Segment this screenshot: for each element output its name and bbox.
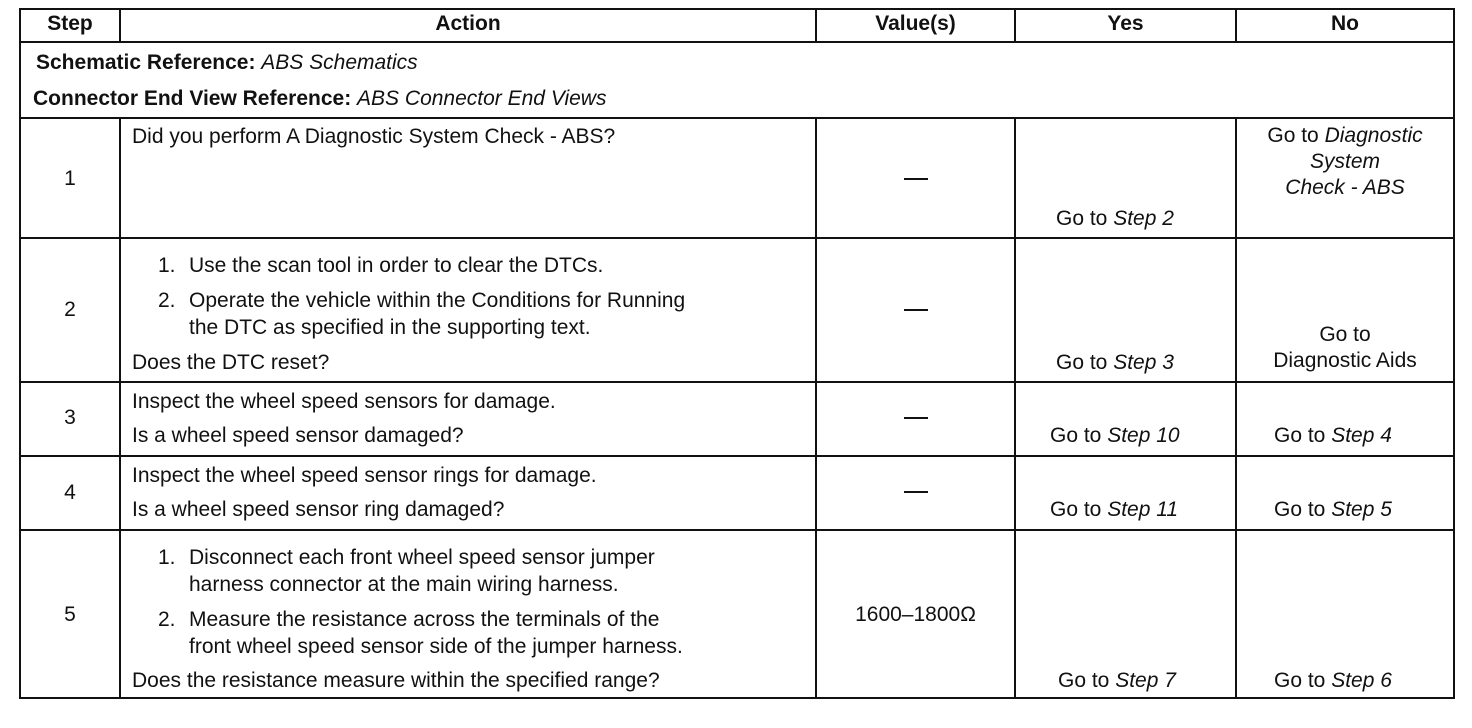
schematic-reference-link[interactable]: ABS Schematics: [261, 51, 418, 74]
action-question: Is a wheel speed sensor damaged?: [132, 424, 464, 447]
value-dash: [904, 491, 928, 493]
no-link[interactable]: Check - ABS: [1285, 176, 1405, 199]
yes-prefix: Go to: [1056, 351, 1108, 374]
no-prefix: Go to: [1319, 323, 1371, 346]
grid-line: [19, 117, 1455, 119]
value-dash: [904, 178, 928, 180]
list-item-number: 1.: [158, 546, 176, 569]
list-item-text: front wheel speed sensor side of the jumper harness.: [189, 635, 683, 658]
no-action[interactable]: [1274, 668, 1392, 694]
no-link[interactable]: Diagnostic: [1324, 124, 1423, 147]
yes-action[interactable]: [1050, 497, 1178, 523]
yes-action[interactable]: [1056, 350, 1174, 376]
no-link[interactable]: Diagnostic Aids: [1273, 349, 1417, 372]
schematic-reference: [36, 50, 418, 76]
no-link[interactable]: Step 4: [1331, 424, 1392, 447]
action-statement: Inspect the wheel speed sensors for damage.: [132, 390, 556, 413]
no-prefix: Go to: [1274, 498, 1326, 521]
action-question: Did you perform A Diagnostic System Check - ABS?: [132, 125, 616, 148]
connector-reference-link[interactable]: ABS Connector End Views: [357, 87, 607, 110]
no-link[interactable]: Step 5: [1331, 498, 1392, 521]
grid-line: [19, 529, 1455, 531]
no-prefix: Go to: [1274, 424, 1326, 447]
grid-line: [19, 41, 1455, 43]
no-prefix: Go to: [1267, 124, 1319, 147]
action-statement: Inspect the wheel speed sensor rings for damage.: [132, 464, 597, 487]
value-dash: [904, 309, 928, 311]
connector-reference-label: Connector End View Reference:: [33, 87, 352, 110]
list-item-text: Measure the resistance across the terminals of the: [189, 608, 660, 631]
step-number: 1: [64, 167, 76, 190]
list-item-text: Disconnect each front wheel speed sensor jumper: [189, 546, 655, 569]
grid-line: [19, 381, 1455, 383]
list-item-text: Operate the vehicle within the Conditions for Running: [189, 289, 686, 312]
step-number: 2: [64, 298, 76, 321]
yes-link[interactable]: Step 11: [1107, 498, 1179, 521]
yes-prefix: Go to: [1056, 207, 1108, 230]
no-link[interactable]: Step 6: [1331, 669, 1392, 692]
no-action[interactable]: [1237, 123, 1453, 201]
header-no: No: [1331, 12, 1359, 35]
connector-reference: [33, 86, 606, 112]
header-values: Value(s): [875, 12, 956, 35]
no-link[interactable]: System: [1309, 150, 1380, 173]
action-question: Is a wheel speed sensor ring damaged?: [132, 498, 505, 521]
yes-link[interactable]: Step 2: [1113, 207, 1174, 230]
value-range: 1600–1800Ω: [855, 603, 976, 626]
yes-prefix: Go to: [1058, 669, 1110, 692]
grid-line: [19, 8, 1455, 10]
step-number: 3: [64, 406, 76, 429]
grid-line: [19, 697, 1455, 699]
list-item-text: Use the scan tool in order to clear the DTCs.: [189, 254, 604, 277]
action-question: Does the resistance measure within the specified range?: [132, 669, 660, 692]
yes-prefix: Go to: [1050, 498, 1102, 521]
step-number: 4: [64, 481, 76, 504]
step-number: 5: [64, 603, 76, 626]
grid-line: [19, 8, 21, 699]
grid-line: [1014, 117, 1016, 699]
list-item-number: 2.: [158, 289, 176, 312]
list-item-text: harness connector at the main wiring harness.: [189, 573, 619, 596]
yes-prefix: Go to: [1050, 424, 1102, 447]
grid-line: [19, 455, 1455, 457]
schematic-reference-label: Schematic Reference:: [36, 51, 256, 74]
yes-action[interactable]: [1056, 206, 1174, 232]
yes-link[interactable]: Step 3: [1113, 351, 1174, 374]
grid-line: [1235, 117, 1237, 699]
yes-action[interactable]: [1058, 668, 1176, 694]
action-question: Does the DTC reset?: [132, 351, 330, 374]
yes-link[interactable]: Step 7: [1115, 669, 1176, 692]
no-action[interactable]: [1274, 497, 1392, 523]
list-item-text: the DTC as specified in the supporting text.: [189, 316, 591, 339]
header-action: Action: [435, 12, 501, 35]
yes-action[interactable]: [1050, 423, 1180, 449]
grid-line: [19, 237, 1455, 239]
grid-line: [119, 117, 121, 699]
no-prefix: Go to: [1274, 669, 1326, 692]
value-dash: [904, 417, 928, 419]
no-action[interactable]: [1274, 423, 1392, 449]
list-item-number: 1.: [158, 254, 176, 277]
yes-link[interactable]: Step 10: [1107, 424, 1180, 447]
grid-line: [1453, 8, 1455, 699]
no-action[interactable]: [1237, 322, 1453, 374]
list-item-number: 2.: [158, 608, 176, 631]
header-step: Step: [47, 12, 93, 35]
header-yes: Yes: [1107, 12, 1144, 35]
